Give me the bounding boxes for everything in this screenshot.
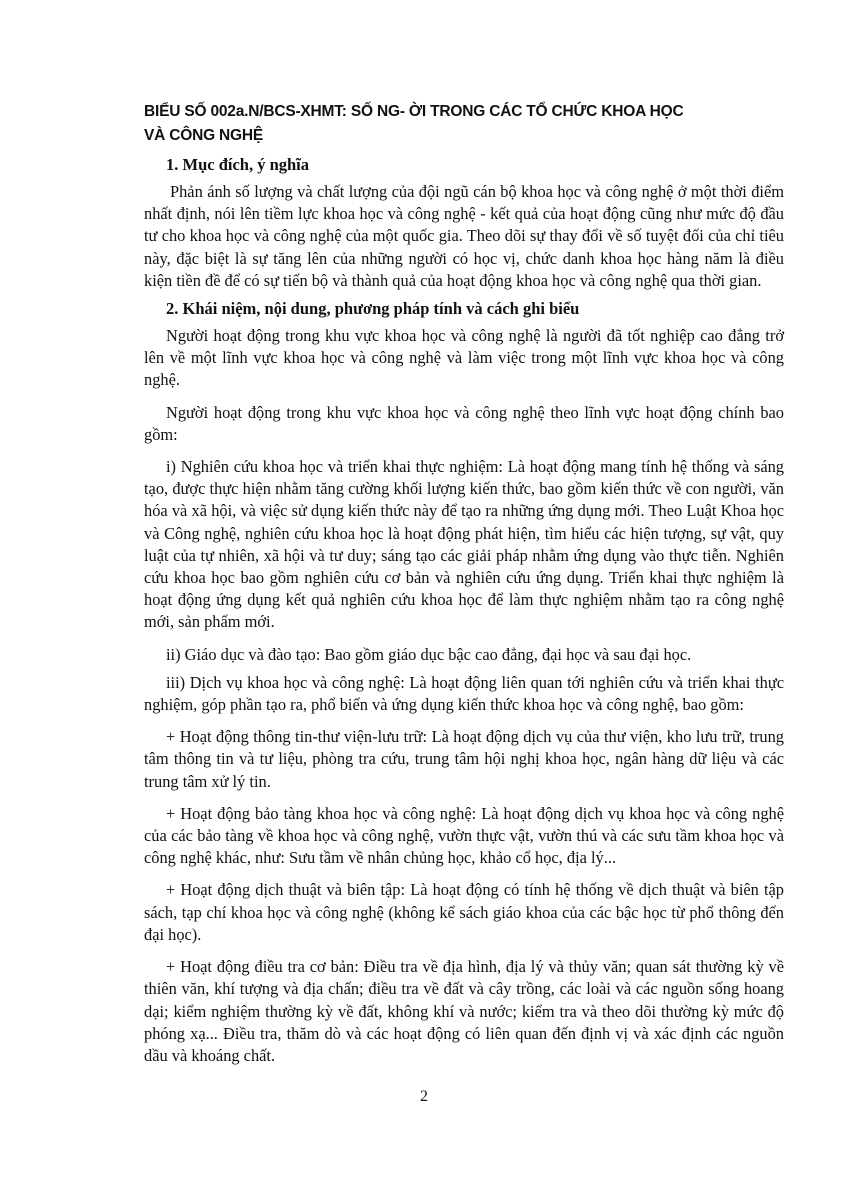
paragraph-survey: + Hoạt động điều tra cơ bản: Điều tra về địa hình, địa lý và thủy văn; quan sát thường kỳ về thiên văn, khí tượng và địa chấn; điều tra về đất và cây trồng, các loài và các nguồn sống hoang dại; kiểm nghiệm thường kỳ về đất, không khí và nước; kiểm tra và theo dõi thường kỳ mức độ phóng xạ... Điều tra, thăm dò và các hoạt động có liên quan đến định vị và xác định các nguồn dầu và khoáng chất. — [144, 957, 784, 1065]
paragraph-research: i) Nghiên cứu khoa học và triển khai thực nghiệm: Là hoạt động mang tính hệ thống và sáng tạo, được thực hiện nhằm tăng cường khối lượng kiến thức, bao gồm kiến thức về con người, văn hóa và xã hội, và việc sử dụng kiến thức này để tạo ra những ứng dụng mới. Theo Luật Khoa học và Công nghệ, nghiên cứu khoa học là hoạt động phát hiện, tìm hiểu các hiện tượng, sự vật, quy luật của tự nhiên, xã hội và tư duy; sáng tạo các giải pháp nhằm ứng dụng vào thực tiễn. Nghiên cứu khoa học bao gồm nghiên cứu cơ bản và nghiên cứu ứng dụng. Triển khai thực nghiệm là hoạt động ứng dụng kết quả nghiên cứu khoa học để làm thực nghiệm nhằm tạo ra công nghệ mới, sản phẩm mới. — [144, 457, 784, 632]
section-1-heading: 1. Mục đích, ý nghĩa — [166, 155, 310, 174]
section-2-heading: 2. Khái niệm, nội dung, phương pháp tính và cách ghi biểu — [166, 299, 580, 319]
section-1-paragraph: Phản ánh số lượng và chất lượng của đội ngũ cán bộ khoa học và công nghệ ở một thời điểm nhất định, nói lên tiềm lực khoa học và công nghệ - kết quả của hoạt động cũng như mức độ đầu tư cho khoa học và công nghệ của một quốc gia. Theo dõi sự thay đổi về số tuyệt đối của chỉ tiêu này, đặc biệt là sự tăng lên của những người có học vị, chức danh khoa học hàng năm là điều kiện tiền đề để có sự tiến bộ và thành quả của hoạt động khoa học và công nghệ qua thời gian. — [144, 182, 784, 290]
title-line-1: BIỂU SỐ 002a.N/BCS-XHMT: SỐ NG- ỜI TRONG CÁC TỔ CHỨC KHOA HỌC — [144, 103, 684, 120]
paragraph-services: iii) Dịch vụ khoa học và công nghệ: Là hoạt động liên quan tới nghiên cứu và triển khai thực nghiệm, góp phần tạo ra, phổ biến và ứng dụng kiến thức khoa học và công nghệ, bao gồm: — [144, 672, 784, 715]
paragraph-education: ii) Giáo dục và đào tạo: Bao gồm giáo dục bậc cao đẳng, đại học và sau đại học. — [166, 644, 692, 664]
page-number: 2 — [420, 1088, 428, 1105]
paragraph-museum: + Hoạt động bảo tàng khoa học và công nghệ: Là hoạt động dịch vụ khoa học và công nghệ của các bảo tàng về khoa học và công nghệ, vườn thực vật, vườn thú và các sưu tầm khoa học và công nghệ khác, như: Sưu tầm về nhân chủng học, khảo cổ học, địa lý... — [144, 803, 784, 868]
document-body — [144, 100, 784, 1073]
paragraph-translation: + Hoạt động dịch thuật và biên tập: Là hoạt động có tính hệ thống về dịch thuật và biên tập sách, tạp chí khoa học và công nghệ (không kể sách giáo khoa của các bậc học từ phổ thông đến đại học). — [144, 880, 784, 944]
title-line-2: VÀ CÔNG NGHỆ — [144, 127, 264, 144]
paragraph-library: + Hoạt động thông tin-thư viện-lưu trữ: Là hoạt động dịch vụ của thư viện, kho lưu trữ, trung tâm thông tin và tư liệu, phòng tra cứu, trung tâm hội nghị khoa học, ngân hàng dữ liệu và các trung tâm xử lý tin. — [144, 727, 784, 791]
paragraph-definition: Người hoạt động trong khu vực khoa học và công nghệ là người đã tốt nghiệp cao đẳng trở lên về một lĩnh vực khoa học và công nghệ và làm việc trong một lĩnh vực khoa học và công nghệ. — [144, 326, 784, 390]
paragraph-fields-intro: Người hoạt động trong khu vực khoa học và công nghệ theo lĩnh vực hoạt động chính bao gồm: — [144, 402, 784, 444]
document-title — [144, 100, 784, 148]
